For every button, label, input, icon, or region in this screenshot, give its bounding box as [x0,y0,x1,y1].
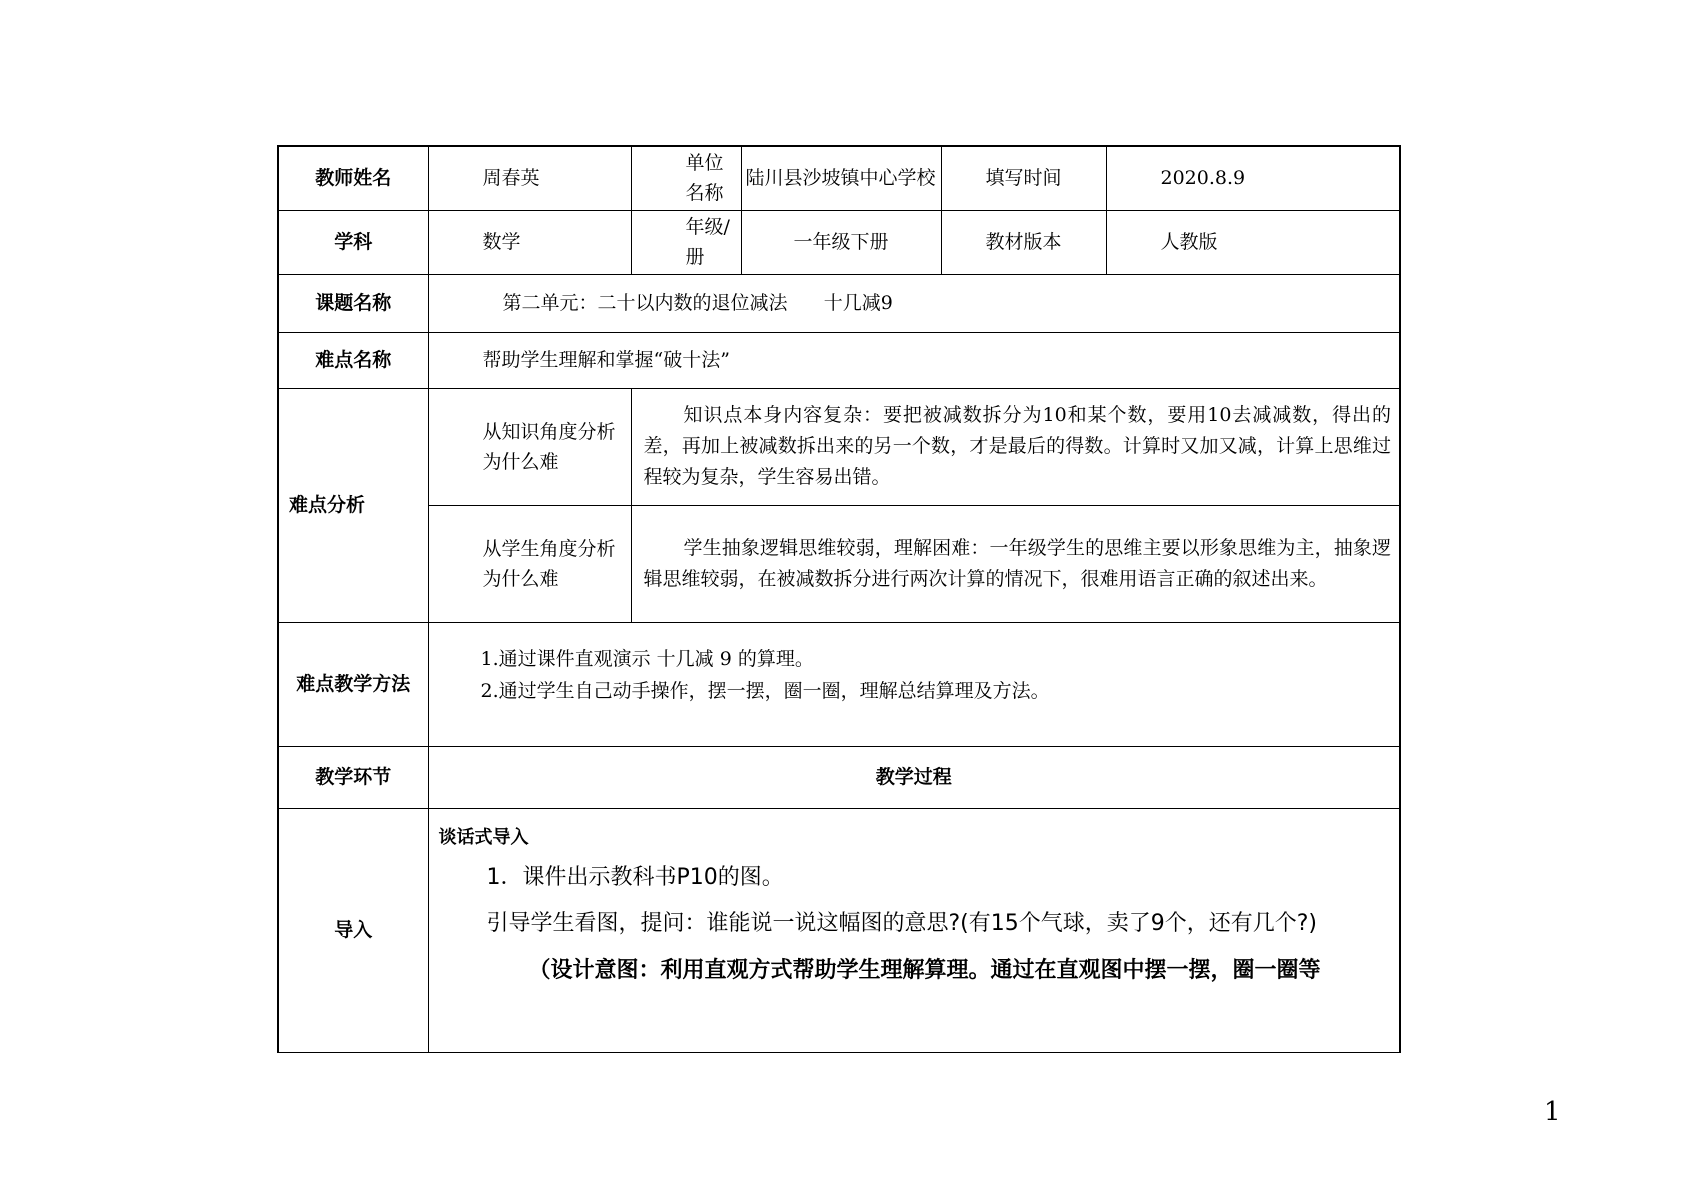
process-header: 教学过程 [428,746,1400,808]
grade-label [631,210,741,274]
page-number: 1 [1544,1097,1561,1127]
method-line-1: 1.通过课件直观演示 十几减 9 的算理。 [480,647,814,670]
analysis-label: 难点分析 [278,388,428,622]
intro-content [428,808,1400,1052]
teacher-name-label: 教师姓名 [278,146,428,210]
intro-step-1: 1．课件出示教科书P10的图。 [486,864,784,890]
subject-label: 学科 [278,210,428,274]
difficulty-label: 难点名称 [278,332,428,388]
edition-value: 人教版 [1106,210,1400,274]
teacher-row [278,146,1400,210]
topic-label: 课题名称 [278,274,428,332]
edition-label: 教材版本 [941,210,1106,274]
intro-label: 导入 [278,808,428,1052]
unit-name-label [631,146,741,210]
difficulty-row [278,332,1400,388]
intro-question: 引导学生看图，提问：谁能说一说这幅图的意思?(有15个气球，卖了9个，还有几个?) [486,910,1318,936]
knowledge-angle-text: 知识点本身内容复杂：要把被减数拆分为10和某个数，要用10去减减数，得出的差，再加上被减数拆出来的另一个数，才是最后的得数。计算时又加又减，计算上思维过程较为复杂，学生容易出错。 [631,388,1400,505]
method-content [428,622,1400,746]
topic-value: 第二单元：二十以内数的退位减法 十几减9 [428,274,1400,332]
lesson-plan-table [277,145,1401,1053]
knowledge-angle-label [428,388,631,505]
knowledge-angle-label-text: 从知识角度分析为什么难 [482,420,616,473]
analysis-knowledge-row [278,388,1400,505]
unit-name-label-text: 单位名称 [685,152,724,205]
intro-title: 谈话式导入 [438,826,529,848]
method-row [278,622,1400,746]
subject-row [278,210,1400,274]
grade-label-text: 年级/册 [685,216,730,268]
grade-value: 一年级下册 [741,210,941,274]
student-angle-text: 学生抽象逻辑思维较弱，理解困难：一年级学生的思维主要以形象思维为主，抽象逻辑思维较弱，在被减数拆分进行两次计算的情况下，很难用语言正确的叙述出来。 [631,505,1400,622]
fill-time-label: 填写时间 [941,146,1106,210]
topic-row [278,274,1400,332]
stage-header: 教学环节 [278,746,428,808]
method-line-2: 2.通过学生自己动手操作，摆一摆，圈一圈，理解总结算理及方法。 [480,679,1050,702]
analysis-student-row [278,505,1400,622]
difficulty-value: 帮助学生理解和掌握“破十法” [428,332,1400,388]
unit-name-value: 陆川县沙坡镇中心学校 [741,146,941,210]
process-header-row [278,746,1400,808]
student-angle-label-text: 从学生角度分析为什么难 [482,537,616,590]
method-label: 难点教学方法 [278,622,428,746]
fill-time-value: 2020.8.9 [1106,146,1400,210]
subject-value: 数学 [428,210,631,274]
student-angle-label [428,505,631,622]
design-intent: （设计意图：利用直观方式帮助学生理解算理。通过在直观图中摆一摆，圈一圈等 [528,957,1321,983]
teacher-name-value: 周春英 [428,146,631,210]
intro-row [278,808,1400,1052]
